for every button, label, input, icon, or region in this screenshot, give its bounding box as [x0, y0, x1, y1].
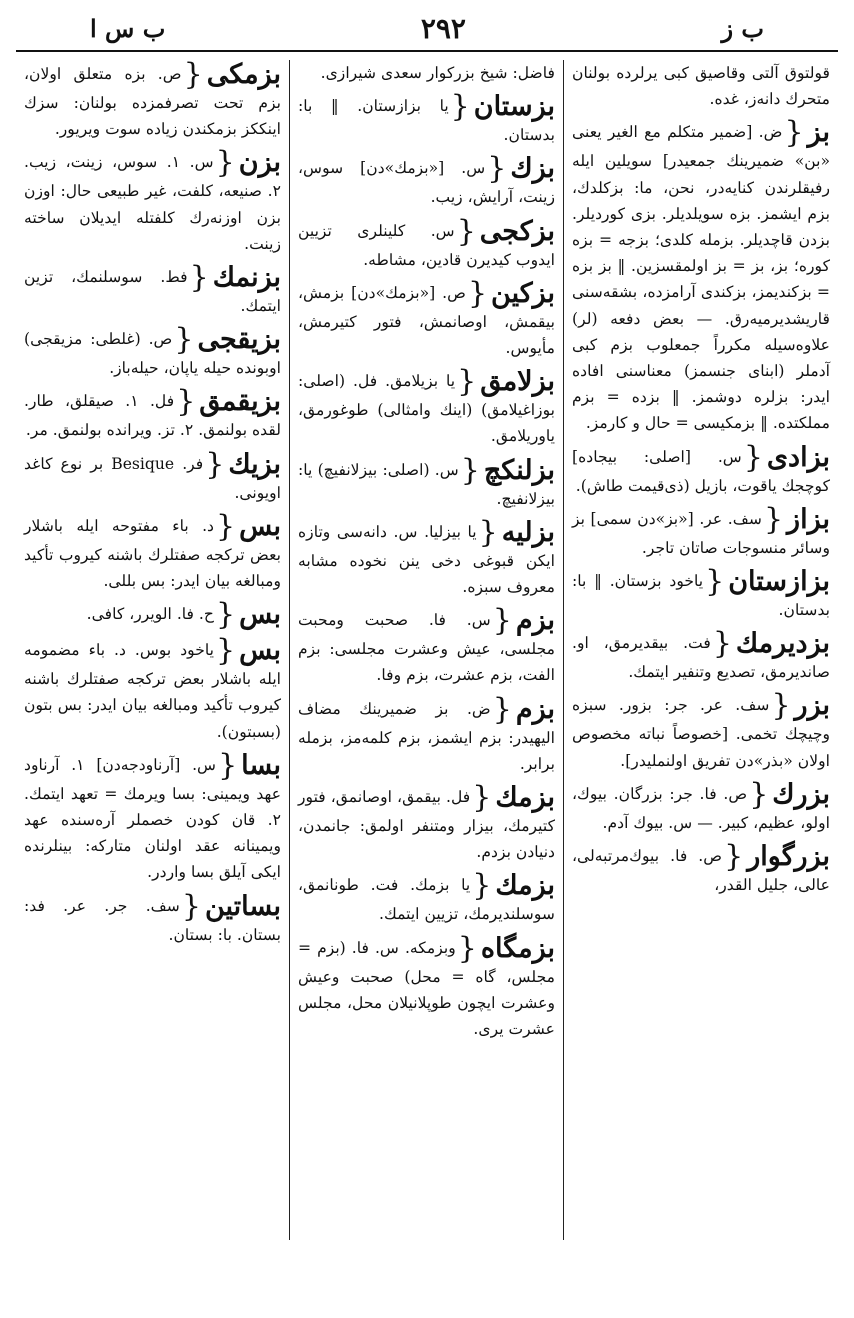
dictionary-entry: [572, 439, 830, 499]
column-middle: [290, 60, 564, 1240]
dictionary-entry: [24, 508, 281, 594]
dictionary-entry: [24, 260, 281, 319]
brace-glyph: {: [749, 776, 769, 812]
entry-headword: بزمك: [495, 870, 555, 902]
entry-definition: یا بیزلیا. س. دانه‌سی وتازه ایکن قبوغی دخی ینن نخوده مشابه معروف سبزه.: [298, 522, 555, 597]
brace-glyph: {: [472, 780, 492, 816]
brace-glyph: {: [456, 213, 476, 249]
dictionary-entry: [572, 839, 830, 898]
entry-definition: سف. عر. جر: بزور. سبزه وچیچك تخمی. [خصوصاً نباته مخصوص اولان «بذر»دن تفریق اولنمليدر].: [572, 696, 830, 770]
dictionary-entry: [298, 868, 555, 927]
entry-definition: سف. عر. [«بز»دن سمی] بز وسائر منسوجات صاتان تاجر.: [572, 509, 830, 557]
entry-headword: بس: [239, 635, 281, 667]
dictionary-entry: [24, 888, 281, 948]
brace-glyph: {: [743, 439, 763, 475]
brace-glyph: {: [705, 564, 725, 600]
dictionary-entry: [298, 275, 555, 361]
brace-glyph: {: [215, 508, 236, 544]
dictionary-entry: [572, 626, 830, 685]
dictionary-entry: [24, 747, 281, 886]
brace-glyph: {: [183, 60, 203, 92]
dictionary-entry: [298, 89, 555, 148]
dictionary-entry: [572, 115, 830, 436]
entry-headword: بزکین: [491, 277, 555, 309]
entry-headword: بزکجی: [479, 215, 555, 247]
entry-definition: فل. بیقمق، اوصانمق، فتور کتیرمك، بیزار ومتنفر اولمق: جانمدن، دنیادن بزدم.: [298, 788, 555, 862]
entry-headword: بز: [807, 117, 830, 149]
entry-definition: ص. [«بزمك»دن] بزمش، بیقمش، اوصانمش، فتور کتیرمش، مأیوس.: [298, 283, 555, 358]
dictionary-entry: [572, 564, 830, 623]
brace-glyph: {: [215, 597, 236, 633]
entry-headword: بزلنکچ: [483, 454, 555, 486]
brace-glyph: {: [457, 364, 477, 400]
dictionary-entry: [298, 691, 555, 777]
entry-definition: س. (اصلی: بیزلانفیچ) یا: بیزلانفیچ.: [298, 460, 555, 508]
entry-definition: ص. فا. جر: بزرگان. بیوك، اولو، عظیم، کبیر. — س. بیوك آدم.: [572, 784, 830, 832]
dictionary-entry: [24, 597, 281, 633]
dictionary-entry: [24, 322, 281, 381]
entry-headword: بزر: [794, 690, 830, 722]
entry-definition: ض. [ضمیر متکلم مع الغیر یعنی «بن» ضمیرینك جمعیدر] سویلین ایله رفیقلرندن کنایه‌در، نحن، ما: بزکلدك، بزم ایشمز. بزه سویلدیلر. بزی کوردیلر. بزدن قاچدیلر. بزمله کلدی؛ بزجه = بزه کوره؛ بز، بز = بز اولمقسزین. ‖ بز بزه = بزکندیمز، بزکندی آرامزده، بشقه‌سنی قاریشدیرمیه‌رق. — بعض دفعه (لر) علاوه‌سیله مکرراً جمعلوب بزم کبی آدملر (ابنای جنسمز) معناسنی افاده ایدر: بزلره دوشمز. ‖ بزده = بزم مملکتده. ‖ بزمکیسی = حال و کارمز.: [572, 123, 830, 433]
dictionary-entry: [24, 145, 282, 257]
entry-definition: س. فا. صحبت ومحبت مجلسی، عیش وعشرت مجلسی: بزم الفت، بزم عشرت، بزم وفا.: [298, 611, 555, 685]
entry-definition: ح. فا. الویرر، کافی.: [86, 605, 214, 624]
entry-headword: بزیقجی: [197, 324, 281, 356]
entry-headword: بزلیه: [501, 516, 555, 548]
entry-headword: بزیك: [228, 448, 281, 480]
entry-headword: بزرك: [772, 778, 830, 810]
entry-headword: بزن: [238, 147, 282, 179]
brace-glyph: {: [467, 275, 488, 311]
entry-definition: فل. ۱. صیقلق، طار. لقده بولنمق. ۲. تز. ویرانده بولنمق. مر.: [24, 392, 281, 440]
entry-definition: س. [«بزمك»دن] سوس، زینت، آرایش، زیب.: [298, 159, 555, 207]
brace-glyph: {: [712, 626, 732, 662]
brace-glyph: {: [472, 868, 492, 904]
entry-headword: بزك: [510, 153, 555, 185]
header-left-guide: ب س ا: [90, 13, 166, 43]
entry-headword: بزم: [515, 605, 555, 637]
entry-definition: ص. (غلطی: مزیقجی) اوبونده حیله یاپان، حیله‌باز.: [24, 330, 281, 378]
brace-glyph: {: [487, 151, 507, 187]
brace-glyph: {: [450, 89, 470, 125]
dictionary-entry: [572, 501, 830, 561]
column-left: [16, 60, 290, 1240]
entry-definition: یاخود بوس. د. باء مضمومه ایله باشلار بعض ترکجه صفتلرك باشنه کیروب تأکید ومبالغه بیان ایدر: بس بتون (بسبتون).: [24, 641, 281, 741]
entry-headword: بساتین: [204, 890, 281, 922]
dictionary-entry: [298, 780, 555, 865]
entry-definition: ص. فا. بیوك‌مرتبه‌لی، عالی، جلیل القدر،: [572, 847, 830, 895]
entry-headword: بزلامق: [480, 366, 555, 398]
entry-headword: بزستان: [473, 91, 555, 123]
entry-headword: بزم: [515, 693, 555, 725]
header-rule: [16, 50, 838, 52]
brace-glyph: {: [492, 691, 512, 727]
brace-glyph: {: [176, 384, 196, 420]
brace-glyph: {: [181, 888, 201, 924]
entry-definition: فاضل: شیخ بزرکوار سعدی شیرازی.: [320, 64, 555, 82]
brace-glyph: {: [457, 930, 477, 966]
column-right: [564, 60, 838, 1240]
entry-definition: س. [اصلی: بیجاده] کوچجك یاقوت، بازیل (ذی‌قیمت طاش).: [572, 447, 830, 495]
entry-headword: بزمگاه: [480, 932, 555, 964]
dictionary-entry: [298, 364, 555, 449]
entry-definition: سف. جر. عر. فد: بستان. با: بستان.: [24, 896, 281, 944]
entry-headword: بزرگوار: [747, 841, 830, 873]
dictionary-entry: [298, 151, 555, 210]
entry-headword: بزنمك: [212, 262, 281, 294]
entry-definition: ص. بزه متعلق اولان، بزم تحت تصرفمزده بولنان: سزك اینککز بزمکندن زیاده سوت ویریور.: [24, 65, 281, 139]
brace-glyph: {: [478, 514, 498, 550]
brace-glyph: {: [189, 260, 209, 296]
entry-definition: یا بزازستان. ‖ با: بدستان.: [298, 97, 555, 145]
dictionary-entry: [24, 384, 281, 443]
entry-definition: فط. سوسلنمك، تزین ایتمك.: [24, 268, 281, 316]
entry-definition: فت. بیقدیرمق، او. صاندیرمق، تصدیع وتنفیر ایتمك.: [572, 634, 830, 682]
entry-definition: س. [آرناودجه‌دن] ۱. آرناود عهد ویمینی: بسا ویرمك = تعهد ایتمك. ۲. قان کودن خصملر آره‌سنده عهد ویمینانه عقد اولنان متارکه: بینلرنده ایکی آیلق بسا واردر.: [24, 755, 281, 882]
dictionary-entry: [24, 60, 281, 142]
brace-glyph: {: [205, 446, 225, 482]
entry-headword: بس: [239, 510, 281, 542]
entry-definition: یاخود بزستان. ‖ با: بدستان.: [572, 572, 830, 620]
brace-glyph: {: [492, 603, 512, 639]
entry-headword: بزدیرمك: [735, 628, 830, 660]
entry-headword: بزیقمق: [199, 386, 281, 418]
entry-definition: یا بزمك. فت. طونانمق، سوسلندیرمك، تزیین ایتمك.: [298, 876, 555, 924]
dictionary-entry: [24, 446, 281, 506]
dictionary-entry: [298, 603, 555, 688]
entry-headword: بسا: [241, 749, 281, 781]
entry-headword: بس: [239, 599, 281, 631]
dictionary-entry: [572, 688, 830, 773]
dictionary-columns: [16, 60, 838, 1240]
brace-glyph: {: [724, 839, 744, 875]
entry-headword: بزازستان: [728, 566, 830, 598]
brace-glyph: {: [218, 747, 238, 783]
dictionary-entry: [298, 452, 555, 512]
dictionary-entry: [298, 213, 555, 273]
entry-definition: یا بزیلامق. فل. (اصلی: بوزاغیلامق) (اینك وامثالی) طوغورمق، یاوریلامق.: [298, 372, 555, 446]
dictionary-entry: [298, 514, 555, 600]
brace-glyph: {: [763, 501, 784, 537]
brace-glyph: {: [174, 322, 194, 358]
brace-glyph: {: [771, 688, 791, 724]
page-number: ۲۹۲: [420, 11, 466, 45]
brace-glyph: {: [784, 115, 804, 151]
page-header: [16, 10, 838, 46]
entry-definition: د. باء مفتوحه ایله باشلار بعض ترکجه صفتلرك باشنه کیروب تأکید ومبالغه بیان ایدر: بس بللی.: [24, 516, 281, 591]
brace-glyph: {: [215, 145, 235, 181]
dictionary-entry: [572, 776, 830, 836]
dictionary-entry: [24, 633, 281, 745]
entry-headword: بزاز: [787, 503, 830, 535]
entry-definition: س. کلینلری تزیین ایدوب کیدیرن قادین، مشاطه.: [298, 221, 555, 269]
brace-glyph: {: [215, 633, 236, 669]
entry-headword: بزادی: [766, 441, 830, 473]
header-right-guide: ب ز: [721, 13, 764, 43]
entry-definition: س. ۱. سوس، زینت، زیب. ۲. صنیعه، کلفت، غیر طبیعی حال: اوزن بزن اوزنه‌رك کلفتله ایدیلان ساخته زینت.: [24, 153, 281, 253]
entry-definition: قولتوق آلتی وقاصیق کبی یرلرده بولنان متحرك دانه‌ز، غده.: [572, 64, 830, 109]
dictionary-entry: [298, 930, 555, 1043]
brace-glyph: {: [460, 452, 480, 488]
entry-definition: وبزمکه. س. فا. (بزم = مجلس، گاه = محل) صحبت وعیش وعشرت ایچون طوپلانیلان محل، مجلس عشرت یری.: [298, 938, 555, 1039]
entry-headword: بزمکی: [206, 60, 281, 90]
entry-headword: بزمك: [495, 782, 555, 814]
entry-definition: ض. بز ضمیرینك مضاف الیهیدر: بزم ایشمز، بزم کلمه‌مز، بزمله برابر.: [298, 699, 555, 773]
dictionary-entry: [298, 60, 555, 86]
entry-definition: فر. Besique بر نوع کاغد اویونی.: [24, 454, 281, 502]
dictionary-entry: [572, 60, 830, 112]
